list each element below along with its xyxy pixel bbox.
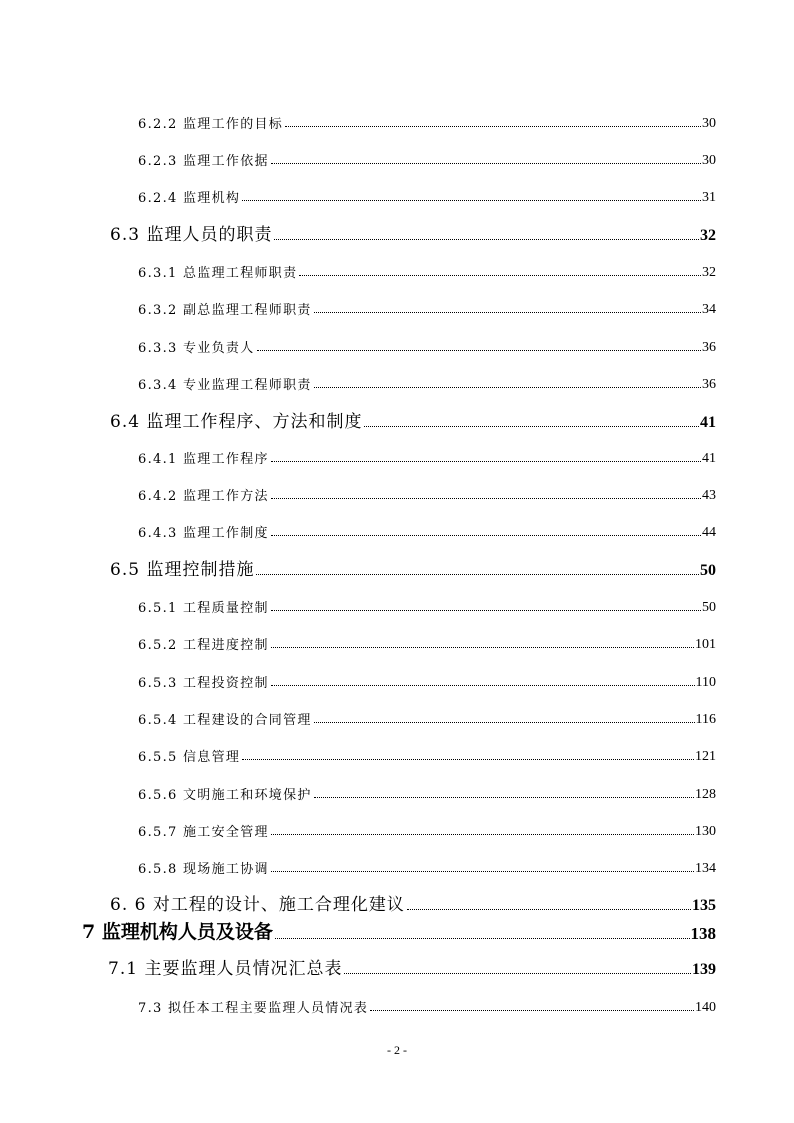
toc-entry-page: 36 <box>702 340 716 355</box>
toc-entry-7-1[interactable] <box>108 955 716 979</box>
toc-entry-label: 6.5.4 工程建设的合同管理 <box>138 713 312 728</box>
dot-leader <box>271 534 701 536</box>
toc-entry-page: 121 <box>695 749 716 764</box>
toc-entry-6-4-3[interactable] <box>138 521 716 541</box>
toc-entry-6-5-5[interactable] <box>138 745 716 765</box>
toc-entry-6-5-8[interactable] <box>138 857 716 877</box>
toc-entry-6-4[interactable] <box>110 408 716 432</box>
toc-entry-page: 139 <box>692 961 716 978</box>
toc-entry-label: 6.3.3 专业负责人 <box>138 341 255 356</box>
toc-entry-page: 44 <box>702 525 716 540</box>
toc-entry-7[interactable] <box>82 918 716 944</box>
toc-entry-page: 32 <box>700 227 716 244</box>
toc-entry-6-3-3[interactable] <box>138 336 716 356</box>
toc-entry-label: 7.1 主要监理人员情况汇总表 <box>108 959 343 979</box>
dot-leader <box>370 1009 694 1011</box>
toc-entry-6-6[interactable] <box>110 891 716 915</box>
dot-leader <box>271 870 694 872</box>
dot-leader <box>257 349 701 351</box>
toc-entry-label: 7 监理机构人员及设备 <box>82 921 273 943</box>
toc-entry-page: 138 <box>690 924 716 943</box>
toc-entry-label: 6.2.2 监理工作的目标 <box>138 117 284 132</box>
toc-entry-label: 6.5.3 工程投资控制 <box>138 676 269 691</box>
toc-entry-page: 50 <box>702 600 716 615</box>
toc-entry-label: 6.5.1 工程质量控制 <box>138 601 269 616</box>
toc-entry-page: 134 <box>695 861 716 876</box>
toc-entry-6-5-6[interactable] <box>138 783 716 803</box>
toc-entry-6-5-7[interactable] <box>138 820 716 840</box>
toc-entry-page: 30 <box>702 153 716 168</box>
toc-entry-page: 110 <box>695 675 716 690</box>
toc-entry-label: 6.3.1 总监理工程师职责 <box>138 266 298 281</box>
toc-entry-page: 128 <box>695 787 716 802</box>
dot-leader <box>314 796 694 798</box>
dot-leader <box>407 908 691 910</box>
toc-entry-page: 101 <box>695 637 716 652</box>
dot-leader <box>242 199 701 201</box>
dot-leader <box>271 609 701 611</box>
dot-leader <box>271 460 701 462</box>
dot-leader <box>314 311 701 313</box>
toc-entry-7-3[interactable] <box>138 996 716 1016</box>
toc-entry-label: 6.5.8 现场施工协调 <box>138 862 269 877</box>
toc-entry-label: 6.5.6 文明施工和环境保护 <box>138 788 312 803</box>
dot-leader <box>314 721 695 723</box>
dot-leader <box>274 238 699 240</box>
toc-entry-page: 130 <box>695 824 716 839</box>
toc-entry-6-5-1[interactable] <box>138 596 716 616</box>
toc-entry-6-2-3[interactable] <box>138 149 716 169</box>
toc-entry-6-5-4[interactable] <box>138 708 716 728</box>
toc-entry-label: 6.2.4 监理机构 <box>138 191 241 206</box>
toc-entry-label: 6.5.5 信息管理 <box>138 750 241 765</box>
dot-leader <box>271 684 695 686</box>
toc-entry-6-3-4[interactable] <box>138 373 716 393</box>
toc-entry-page: 32 <box>702 265 716 280</box>
dot-leader <box>344 972 691 974</box>
toc-entry-label: 6. 6 对工程的设计、施工合理化建议 <box>110 895 405 915</box>
toc-entry-page: 41 <box>702 451 716 466</box>
toc-entry-page: 135 <box>692 897 716 914</box>
dot-leader <box>271 497 701 499</box>
toc-entry-label: 6.5 监理控制措施 <box>110 560 255 580</box>
toc-entry-6-4-2[interactable] <box>138 484 716 504</box>
toc-entry-page: 116 <box>695 712 716 727</box>
toc-entry-label: 6.4 监理工作程序、方法和制度 <box>110 412 363 432</box>
toc-entry-label: 6.2.3 监理工作依据 <box>138 154 269 169</box>
toc-entry-page: 30 <box>702 116 716 131</box>
dot-leader <box>275 937 690 939</box>
toc-entry-6-3-1[interactable] <box>138 261 716 281</box>
toc-entry-6-5[interactable] <box>110 556 716 580</box>
page-number: - 2 - <box>387 1043 407 1057</box>
toc-entry-label: 6.4.1 监理工作程序 <box>138 452 269 467</box>
dot-leader <box>256 573 699 575</box>
toc-entry-6-2-2[interactable] <box>138 112 716 132</box>
dot-leader <box>271 646 694 648</box>
toc-entry-label: 6.4.3 监理工作制度 <box>138 526 269 541</box>
dot-leader <box>271 162 701 164</box>
dot-leader <box>364 425 699 427</box>
toc-entry-label: 6.4.2 监理工作方法 <box>138 489 269 504</box>
dot-leader <box>299 274 701 276</box>
toc-entry-label: 6.5.7 施工安全管理 <box>138 825 269 840</box>
toc-entry-page: 31 <box>702 190 716 205</box>
toc-entry-page: 41 <box>700 414 716 431</box>
toc-entry-label: 6.3.2 副总监理工程师职责 <box>138 303 312 318</box>
toc-entry-page: 50 <box>700 562 716 579</box>
toc-entry-page: 140 <box>695 1000 716 1015</box>
toc-entry-page: 34 <box>702 302 716 317</box>
toc-entry-page: 36 <box>702 377 716 392</box>
toc-entry-label: 7.3 拟任本工程主要监理人员情况表 <box>138 1001 369 1016</box>
toc-entry-label: 6.5.2 工程进度控制 <box>138 638 269 653</box>
toc-entry-6-5-3[interactable] <box>138 671 716 691</box>
toc-entry-6-5-2[interactable] <box>138 633 716 653</box>
toc-entry-label: 6.3 监理人员的职责 <box>110 225 273 245</box>
toc-entry-6-3-2[interactable] <box>138 298 716 318</box>
toc-entry-6-2-4[interactable] <box>138 186 716 206</box>
dot-leader <box>314 386 701 388</box>
toc-entry-6-3[interactable] <box>110 221 716 245</box>
toc-entry-label: 6.3.4 专业监理工程师职责 <box>138 378 312 393</box>
dot-leader <box>242 758 694 760</box>
toc-entry-page: 43 <box>702 488 716 503</box>
toc-entry-6-4-1[interactable] <box>138 447 716 467</box>
dot-leader <box>271 833 694 835</box>
dot-leader <box>285 125 701 127</box>
